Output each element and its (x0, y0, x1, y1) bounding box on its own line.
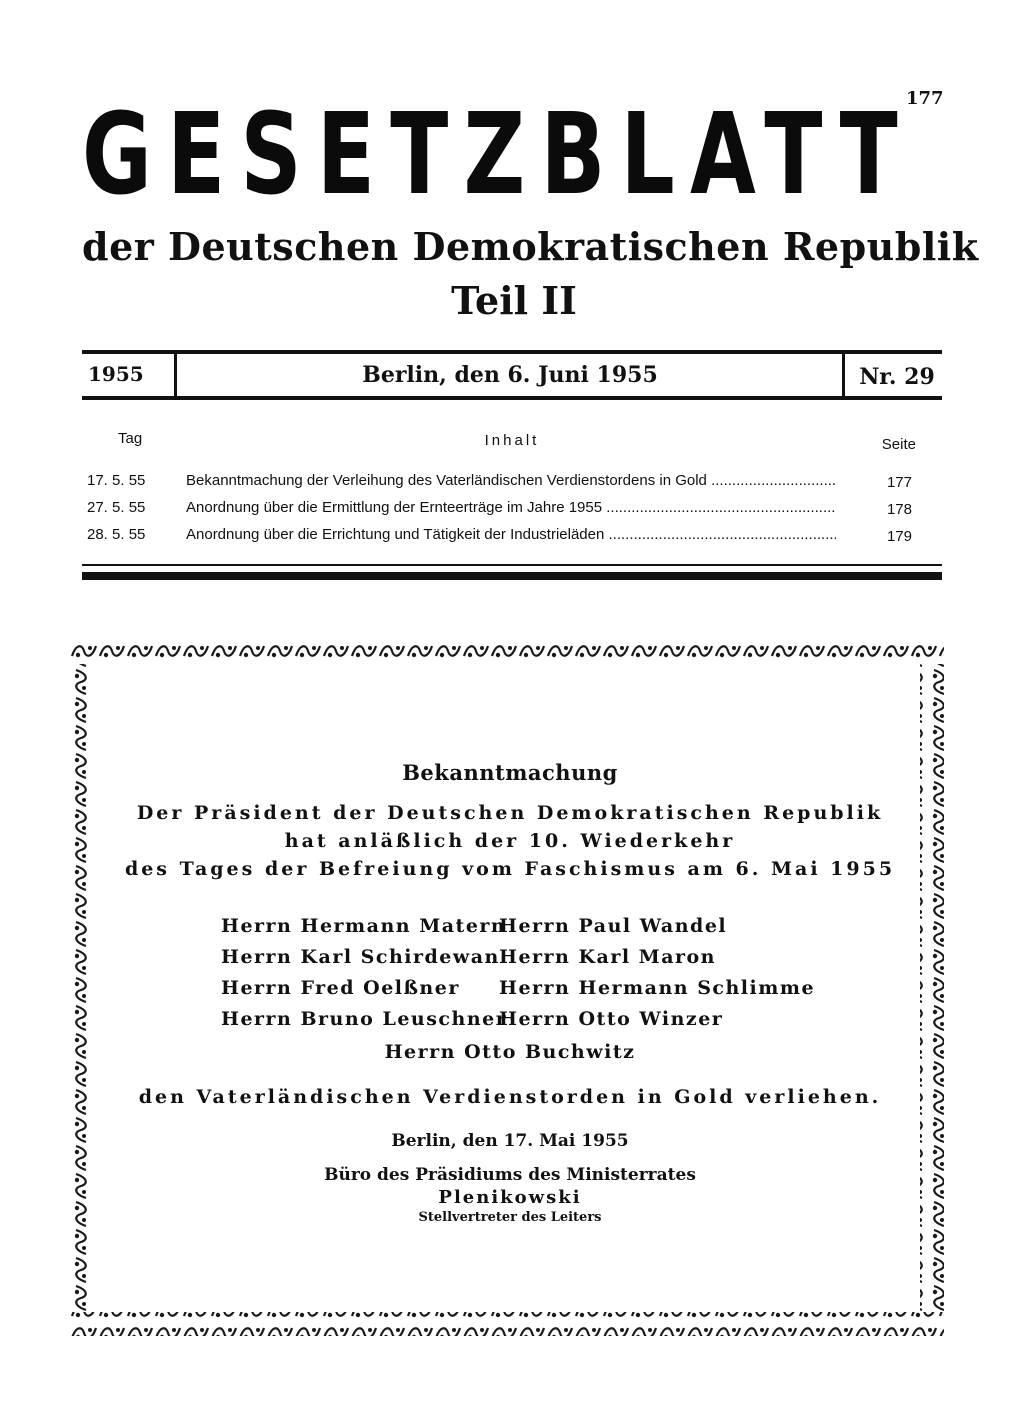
announcement-title: Bekanntmachung (402, 760, 618, 785)
issue-bar-divider (842, 350, 845, 400)
contents-row-page: 178 (886, 501, 912, 518)
frame-border-left (70, 664, 94, 1312)
recipient-name-center: Herrn Otto Buchwitz (384, 1041, 636, 1063)
masthead-subtitle: der Deutschen Demokratischen Republik (82, 224, 979, 269)
contents-table (82, 428, 942, 549)
contents-row[interactable] (82, 495, 942, 522)
issue-year: 1955 (88, 362, 144, 386)
contents-row[interactable] (82, 468, 942, 495)
frame-border-top (70, 640, 944, 664)
masthead-title: GESETZBLATT (82, 90, 913, 220)
contents-row-date: 28. 5. 55 (87, 526, 146, 543)
frame-border-right (920, 664, 944, 1312)
recipient-list (100, 913, 920, 1033)
issue-bar-top-rule (82, 350, 942, 354)
contents-header-day: Tag (118, 430, 143, 447)
announcement-intro-line: Der Präsident der Deutschen Demokratischen Republik (136, 802, 884, 824)
issue-place-date: Berlin, den 6. Juni 1955 (362, 362, 658, 388)
recipient-name: Herrn Hermann Matern (221, 915, 507, 937)
contents-row-page: 179 (886, 528, 912, 545)
contents-row-title: Anordnung über die Errichtung und Tätigkeit der Industrieläden ..... (186, 526, 836, 543)
recipient-name: Herrn Karl Maron (499, 946, 716, 968)
announcement-signer: Plenikowski (438, 1187, 582, 1208)
contents-header-content: Inhalt (484, 432, 540, 449)
contents-row-title: Bekanntmachung der Verleihung des Vaterländischen Verdienstordens in Gold ..... (186, 472, 836, 489)
announcement-place-date: Berlin, den 17. Mai 1955 (391, 1131, 629, 1151)
recipient-name: Herrn Paul Wandel (499, 915, 728, 937)
contents-row-date: 17. 5. 55 (87, 472, 146, 489)
recipient-name: Herrn Fred Oelßner (221, 977, 460, 999)
announcement-intro-line: hat anläßlich der 10. Wiederkehr (284, 830, 736, 852)
issue-bar-divider (174, 350, 177, 400)
contents-header-page: Seite (881, 436, 916, 453)
contents-header (82, 428, 942, 468)
recipient-name: Herrn Hermann Schlimme (499, 977, 816, 999)
announcement-signer-role: Stellvertreter des Leiters (418, 1210, 602, 1225)
contents-row-page: 177 (886, 474, 912, 491)
contents-row-title: Anordnung über die Ermittlung der Ernteerträge im Jahre 1955 ..... (186, 499, 836, 516)
announcement-intro-line: des Tages der Befreiung vom Faschismus am 6. Mai 1955 (124, 858, 896, 880)
part-label: Teil II (451, 278, 577, 323)
recipient-name: Herrn Bruno Leuschner (221, 1008, 508, 1030)
page-number: 177 (906, 88, 944, 109)
contents-rule-thin (82, 564, 942, 566)
announcement-closing: den Vaterländischen Verdienstorden in Gold verliehen. (138, 1086, 882, 1108)
frame-border-bottom (70, 1312, 944, 1336)
announcement (100, 760, 920, 1225)
recipient-name: Herrn Karl Schirdewan (221, 946, 500, 968)
contents-row[interactable] (82, 522, 942, 549)
issue-bar (82, 350, 942, 400)
contents-rule-thick (82, 572, 942, 580)
issue-number: Nr. 29 (859, 364, 935, 390)
issue-bar-bottom-rule (82, 396, 942, 400)
recipient-name: Herrn Otto Winzer (499, 1008, 724, 1030)
announcement-office: Büro des Präsidiums des Ministerrates (324, 1165, 696, 1185)
contents-row-date: 27. 5. 55 (87, 499, 146, 516)
